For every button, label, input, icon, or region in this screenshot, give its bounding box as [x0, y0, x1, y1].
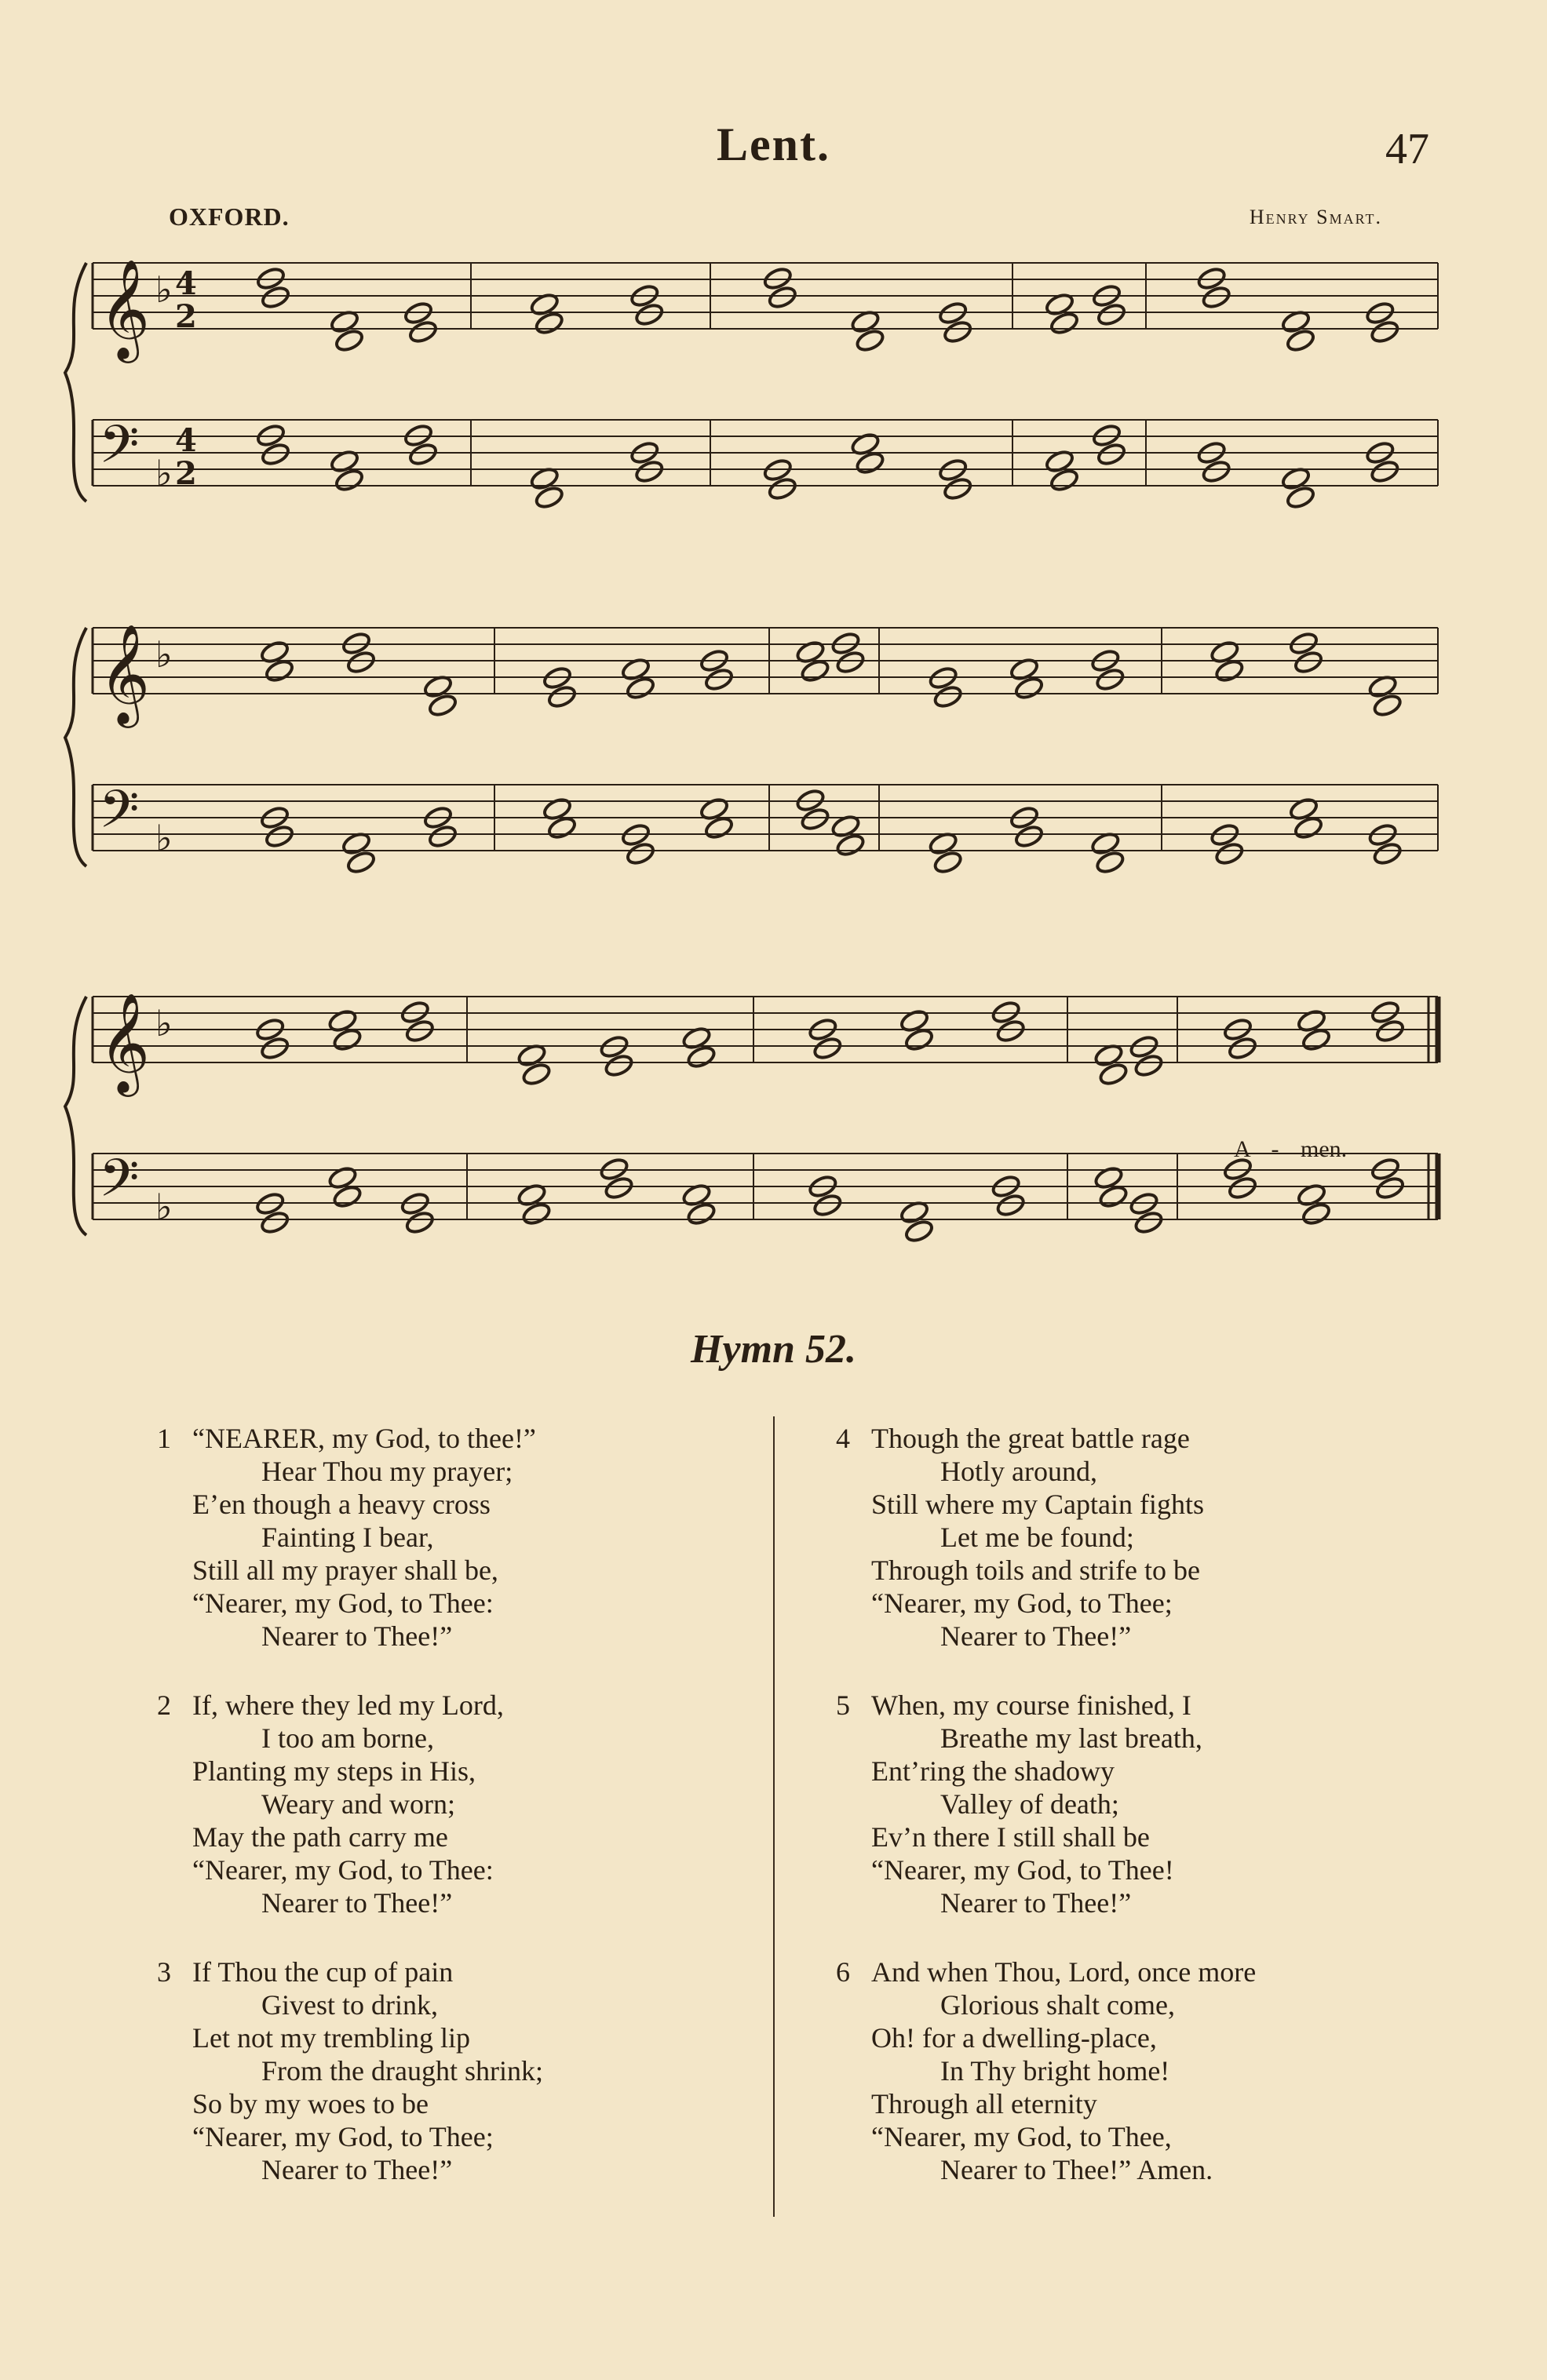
verse-line: Givest to drink, — [261, 1989, 438, 2021]
svg-text:𝄞: 𝄞 — [99, 258, 151, 359]
verse-line: I too am borne, — [261, 1722, 434, 1754]
verse-number: 5 — [836, 1689, 850, 1721]
verse-line: Nearer to Thee!” Amen. — [940, 2154, 1213, 2185]
verse-line: Still all my prayer shall be, — [192, 1554, 498, 1586]
verse-number: 2 — [157, 1689, 171, 1721]
time-signature-top: 4 — [175, 422, 197, 459]
verse-line: “Nearer, my God, to Thee: — [192, 1587, 494, 1619]
hymn-title: Hymn 52. — [691, 1327, 856, 1372]
verse-line: If, where they led my Lord, — [192, 1689, 504, 1721]
verse-line: Nearer to Thee!” — [261, 2154, 453, 2185]
time-signature-top: 4 — [175, 265, 197, 302]
verse-line: From the draught shrink; — [261, 2055, 543, 2087]
verse-line: If Thou the cup of pain — [192, 1956, 454, 1988]
verse-line: Let not my trembling lip — [192, 2022, 470, 2054]
verse-line: Planting my steps in His, — [192, 1755, 476, 1787]
verse-line: “Nearer, my God, to Thee! — [871, 1854, 1174, 1886]
verse-line: Glorious shalt come, — [940, 1989, 1175, 2021]
svg-text:𝄞: 𝄞 — [99, 623, 151, 723]
verse-3 — [157, 1955, 543, 2186]
verse-line: Nearer to Thee!” — [940, 1620, 1132, 1652]
verse-5 — [836, 1689, 1202, 1919]
verse-line: Oh! for a dwelling-place, — [871, 2022, 1157, 2054]
svg-text:♭: ♭ — [155, 452, 173, 494]
verse-line: Though the great battle rage — [871, 1423, 1190, 1454]
time-signature-bottom: 2 — [175, 455, 197, 492]
verse-line: Ent’ring the shadowy — [871, 1755, 1115, 1787]
verse-line: “Nearer, my God, to Thee: — [192, 1854, 494, 1886]
svg-text:𝄢: 𝄢 — [99, 1148, 140, 1221]
page-number: 47 — [1385, 125, 1429, 173]
staff-systems — [65, 258, 1438, 1244]
verse-line: “NEARER, my God, to thee!” — [192, 1423, 536, 1454]
verse-number: 4 — [836, 1423, 850, 1454]
verse-line: Hear Thou my prayer; — [261, 1456, 513, 1487]
verse-4 — [836, 1422, 1204, 1653]
verse-line: So by my woes to be — [192, 2088, 429, 2119]
verse-line: Through all eternity — [871, 2088, 1097, 2119]
svg-text:𝄞: 𝄞 — [99, 992, 151, 1092]
verse-line: May the path carry me — [192, 1821, 448, 1853]
svg-text:♭: ♭ — [155, 1186, 173, 1228]
verse-line: Nearer to Thee!” — [261, 1620, 453, 1652]
verse-line: Nearer to Thee!” — [261, 1887, 453, 1919]
verse-line: Nearer to Thee!” — [940, 1887, 1132, 1919]
verse-line: In Thy bright home! — [940, 2055, 1170, 2087]
verse-1 — [157, 1422, 536, 1653]
verse-line: E’en though a heavy cross — [192, 1489, 491, 1520]
verse-line: Valley of death; — [940, 1788, 1119, 1820]
svg-text:♭: ♭ — [155, 633, 173, 676]
verse-line: “Nearer, my God, to Thee; — [871, 1587, 1173, 1619]
verse-line: Fainting I bear, — [261, 1522, 434, 1553]
verse-line: Let me be found; — [940, 1522, 1134, 1553]
svg-text:𝄢: 𝄢 — [99, 779, 140, 852]
running-head: Lent. — [717, 118, 830, 170]
verse-6 — [836, 1955, 1257, 2186]
verse-line: Hotly around, — [940, 1456, 1097, 1487]
amen-label: A - men. — [1234, 1136, 1348, 1162]
verse-line: When, my course finished, I — [871, 1689, 1191, 1721]
time-signature-bottom: 2 — [175, 298, 197, 335]
column-divider — [773, 1416, 775, 2217]
verse-line: “Nearer, my God, to Thee, — [871, 2121, 1172, 2152]
verse-line: Ev’n there I still shall be — [871, 1821, 1150, 1853]
svg-text:♭: ♭ — [155, 268, 173, 311]
verse-line: Breathe my last breath, — [940, 1722, 1202, 1754]
svg-text:♭: ♭ — [155, 1002, 173, 1044]
composer-name: Henry Smart. — [1249, 206, 1382, 228]
verse-line: Still where my Captain fights — [871, 1489, 1204, 1520]
verse-line: And when Thou, Lord, once more — [871, 1956, 1257, 1988]
verse-line: Weary and worn; — [261, 1788, 456, 1820]
svg-text:𝄢: 𝄢 — [99, 414, 140, 487]
verse-number: 1 — [157, 1423, 171, 1454]
tune-name: OXFORD. — [169, 202, 290, 231]
svg-text:♭: ♭ — [155, 817, 173, 859]
verse-2 — [157, 1689, 504, 1919]
verse-number: 3 — [157, 1956, 171, 1988]
verse-line: Through toils and strife to be — [871, 1554, 1200, 1586]
verse-line: “Nearer, my God, to Thee; — [192, 2121, 494, 2152]
verse-number: 6 — [836, 1956, 850, 1988]
